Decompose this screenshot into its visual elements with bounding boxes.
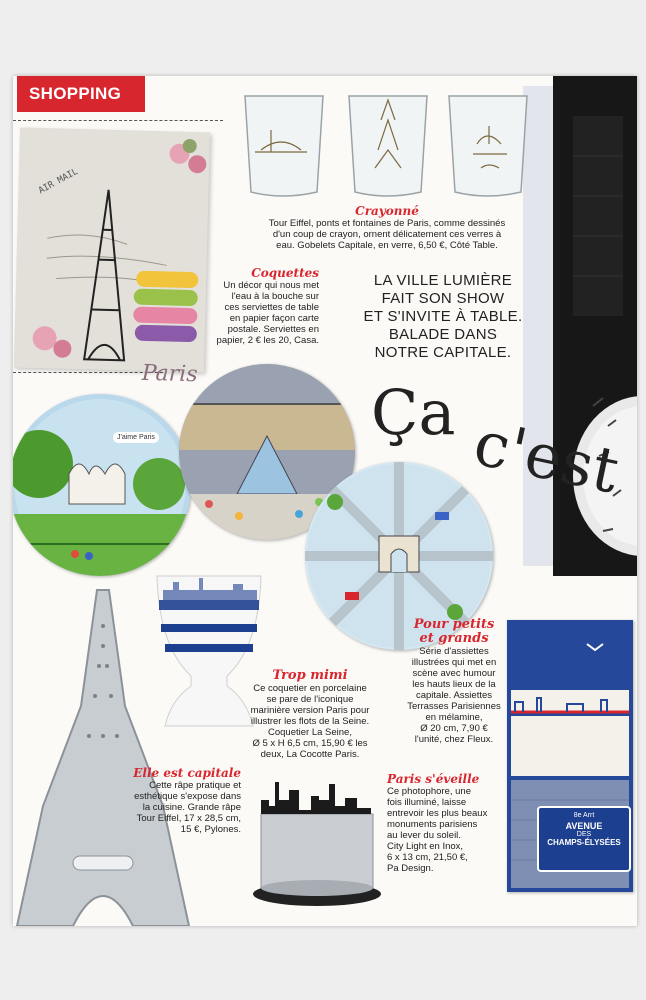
street-sign-line: AVENUE <box>565 821 603 831</box>
paris-seveille-line: 6 x 13 cm, 21,50 €, <box>387 852 468 863</box>
paris-seveille-line: Pa Design. <box>387 863 434 874</box>
photophore-shape <box>247 778 387 908</box>
elle-est-capitale-line: Cette râpe pratique et <box>149 780 241 791</box>
trop-mimi-title: Trop mimi <box>272 668 348 683</box>
eiffel-napkin-art <box>14 128 210 373</box>
paris-seveille-line: City Light en Inox, <box>387 841 464 852</box>
headline-line: FAIT SON SHOW <box>381 290 505 307</box>
paris-seveille-line: au lever du soleil. <box>387 830 461 841</box>
pour-petits-line: l'unité, chez Fleux. <box>414 734 494 745</box>
tea-towel-image <box>507 620 633 892</box>
plate-speech-bubble: J'aime Paris <box>113 432 159 443</box>
pour-petits-title: Pour petits <box>413 617 495 632</box>
pour-petits-line: les hauts lieux de la <box>412 679 496 690</box>
pour-petits-line: capitale. Assiettes <box>415 690 493 701</box>
pour-petits-line: Terrasses Parisiennes <box>407 701 501 712</box>
headline-line: ET S'INVITE À TABLE. <box>363 308 523 325</box>
crayonne-line: eau. Gobelets Capitale, en verre, 6,50 €, Côté Table. <box>276 240 498 251</box>
big-title-part: c'est <box>467 406 626 508</box>
paris-seveille-block <box>387 772 507 874</box>
paris-seveille-line: monuments parisiens <box>387 819 478 830</box>
elle-est-capitale-block <box>109 766 241 835</box>
coquettes-line: l'eau à la bouche sur <box>231 291 319 302</box>
photophore-image <box>247 778 387 908</box>
elle-est-capitale-title: Elle est capitale <box>133 766 241 780</box>
elle-est-capitale-line: esthétique s'expose dans <box>134 791 241 802</box>
headline <box>343 272 543 362</box>
paris-seveille-line: fois illuminé, laisse <box>387 797 467 808</box>
magazine-page <box>13 76 637 926</box>
trop-mimi-line: Coquetier La Seine, <box>268 727 352 738</box>
trop-mimi-line: se pare de l'iconique <box>266 694 354 705</box>
sacre-coeur-art <box>13 394 191 576</box>
elle-est-capitale-line: 15 €, Pylones. <box>180 824 241 835</box>
street-sign-line: DES <box>576 831 592 838</box>
coquettes-line: en papier façon carte <box>229 313 319 324</box>
elle-est-capitale-line: Tour Eiffel, 17 x 28,5 cm, <box>136 813 241 824</box>
trop-mimi-line: Ø 5 x H 6,5 cm, 15,90 € les <box>252 738 368 749</box>
crayonne-title: Crayonné <box>355 204 419 218</box>
street-sign <box>537 806 631 872</box>
coquettes-line: Un décor qui nous met <box>223 280 319 291</box>
pour-petits-title: et grands <box>419 631 489 646</box>
postcard-stamp-text: AIR MAIL <box>37 166 80 197</box>
pour-petits-line: Ø 20 cm, 7,90 € <box>420 723 488 734</box>
section-tag: SHOPPING <box>17 76 145 112</box>
plate-sacre-coeur <box>13 394 191 576</box>
pour-petits-line: Série d'assiettes <box>419 646 489 657</box>
glasses-image <box>241 90 543 202</box>
headline-line: LA VILLE LUMIÈRE <box>373 272 513 289</box>
coquettes-title: Coquettes <box>251 266 319 280</box>
big-title-part: Ça <box>371 376 456 449</box>
elle-est-capitale-line: la cuisine. Grande râpe <box>142 802 241 813</box>
trop-mimi-line: Ce coquetier en porcelaine <box>253 683 367 694</box>
coquettes-block <box>209 266 319 346</box>
paris-seveille-line: entrevoir les plus beaux <box>387 808 488 819</box>
coquettes-line: postale. Serviettes en <box>227 324 319 335</box>
trop-mimi-block <box>243 668 377 760</box>
trop-mimi-line: marinière version Paris pour <box>250 705 370 716</box>
pour-petits-block <box>397 618 511 745</box>
dashed-rule <box>13 372 163 373</box>
headline-line: NOTRE CAPITALE. <box>374 344 512 361</box>
street-sign-line: CHAMPS-ÉLYSÉES <box>547 838 621 847</box>
crayonne-line: d'un coup de crayon, ornent délicatement ces verres à <box>272 229 502 240</box>
napkin-image <box>14 128 210 388</box>
pour-petits-line: en mélamine, <box>425 712 483 723</box>
crayonne-block <box>249 204 525 251</box>
dashed-rule <box>13 120 223 121</box>
three-glasses <box>241 90 543 202</box>
street-sign-arrondissement: 8e Arrt <box>573 812 595 819</box>
trop-mimi-line: illustrer les flots de la Seine. <box>250 716 370 727</box>
headline-line: BALADE DANS <box>388 326 498 343</box>
postcard-script: Paris <box>141 360 198 388</box>
paris-seveille-title: Paris s'éveille <box>387 772 480 786</box>
pour-petits-line: illustrées qui met en <box>411 657 497 668</box>
pour-petits-line: scène avec humour <box>412 668 496 679</box>
trop-mimi-line: deux, La Cocotte Paris. <box>260 749 360 760</box>
paris-seveille-line: Ce photophore, une <box>387 786 471 797</box>
coquettes-line: papier, 2 € les 20, Casa. <box>216 335 319 346</box>
crayonne-line: Tour Eiffel, ponts et fontaines de Paris, comme dessinés <box>268 218 506 229</box>
coquettes-line: ces serviettes de table <box>224 302 319 313</box>
